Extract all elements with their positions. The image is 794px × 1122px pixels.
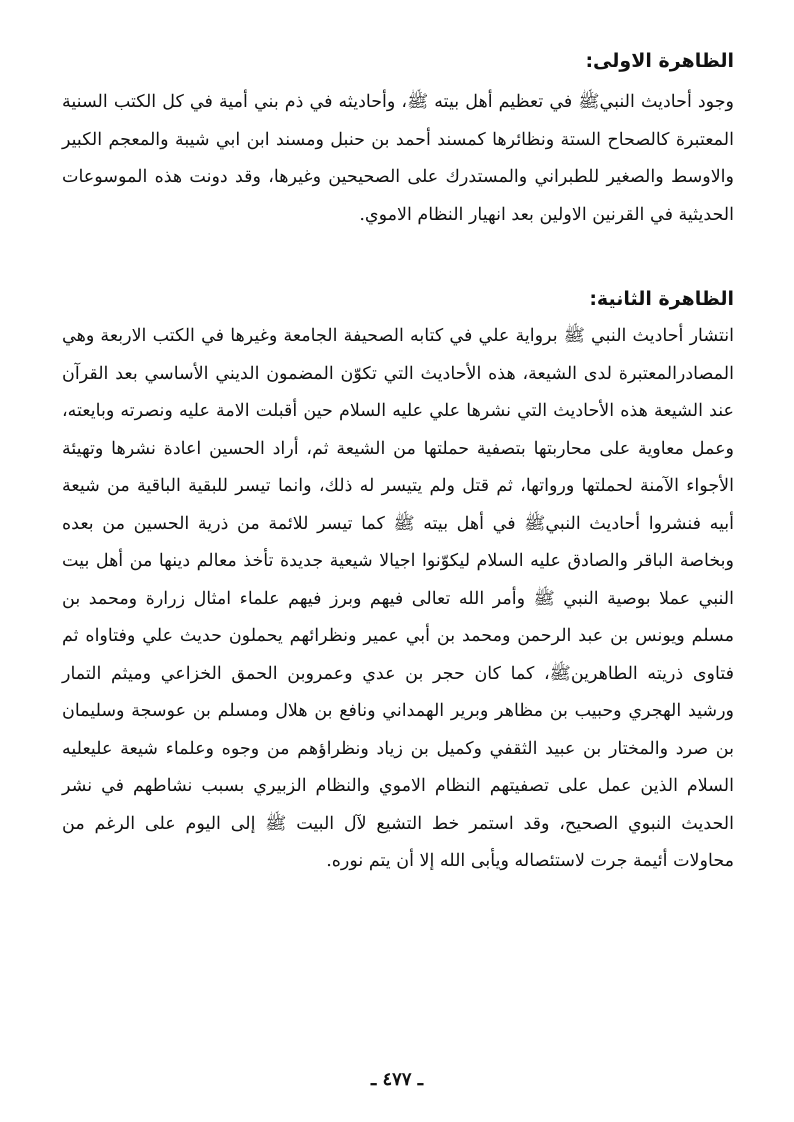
section-heading-first: الظاهرة الاولى: <box>585 50 734 72</box>
section-paragraph-second: انتشار أحاديث النبي ﷺ برواية علي في كتابه الصحيفة الجامعة وغيرها في الكتب الاربعة وهي المصادرالمعتبرة لدى الشيعة، هذه الأحاديث التي تكوّن المضمون الديني الأساسي بعد القرآن عند الشيعة هذه الأحاديث التي نشرها علي عليه السلام حين أقبلت الامة عليه ونصرته وبايعته، وعمل معاوية على محاربتها بتصفية حملتها من الشيعة ثم، أراد الحسين اعادة نشرها وتهيئة الأجواء الآمنة لحملتها ورواتها، ثم قتل ولم يتيسر له ذلك، وانما تيسر للبقية الباقية من شيعة أبيه فنشروا أحاديث النبيﷺ في أهل بيته ﷺ كما تيسر للائمة من ذرية الحسين من بعده وبخاصة الباقر والصادق عليه السلام ليكوّنوا اجيالا شيعية جديدة تأخذ معالم دينها من أهل بيت النبي عملا بوصية النبي ﷺ وأمر الله تعالى فيهم وبرز فيهم علماء امثال زرارة ومحمد بن مسلم ويونس بن عبد الرحمن ومحمد بن أبي عمير ونظرائهم يحملون حديث علي وفتاواه ثم فتاوى ذريته الطاهرينﷺ، كما كان حجر بن عدي وعمروبن الحمق الخزاعي وميثم التمار ورشيد الهجري وحبيب بن مظاهر وبرير الهمداني ونافع بن هلال ومسلم بن عوسجة وسليمان بن صرد والمختار بن عبيد الثقفي وكميل بن زياد ونظراؤهم من وجوه وعلماء شيعة عليعليه السلام الذين عمل على تصفيتهم النظام الاموي والنظام الزبيري بسبب نشاطهم في نشر الحديث النبوي الصحيح، وقد استمر خط التشيع لآل البيت ﷺ إلى اليوم على الرغم من محاولات أئيمة جرت لاستئصاله ويأبى الله إلا أن يتم نوره. <box>62 326 734 871</box>
section-paragraph-first: وجود أحاديث النبيﷺ في تعظيم أهل بيته ﷺ، وأحاديثه في ذم بني أمية في كل الكتب السنية المعتبرة كالصحاح الستة ونظائرها كمسند أحمد بن حنبل ومسند ابن ابي شيبة والمعجم الكبير والاوسط والصغير للطبراني والمستدرك على الصحيحين وغيرها، وقد دونت هذه الموسوعات الحديثية في القرنين الاولين بعد انهيار النظام الاموي. <box>62 92 734 225</box>
section-heading-second: الظاهرة الثانية: <box>589 288 734 310</box>
page-number: ـ ٤٧٧ ـ <box>370 1069 424 1090</box>
